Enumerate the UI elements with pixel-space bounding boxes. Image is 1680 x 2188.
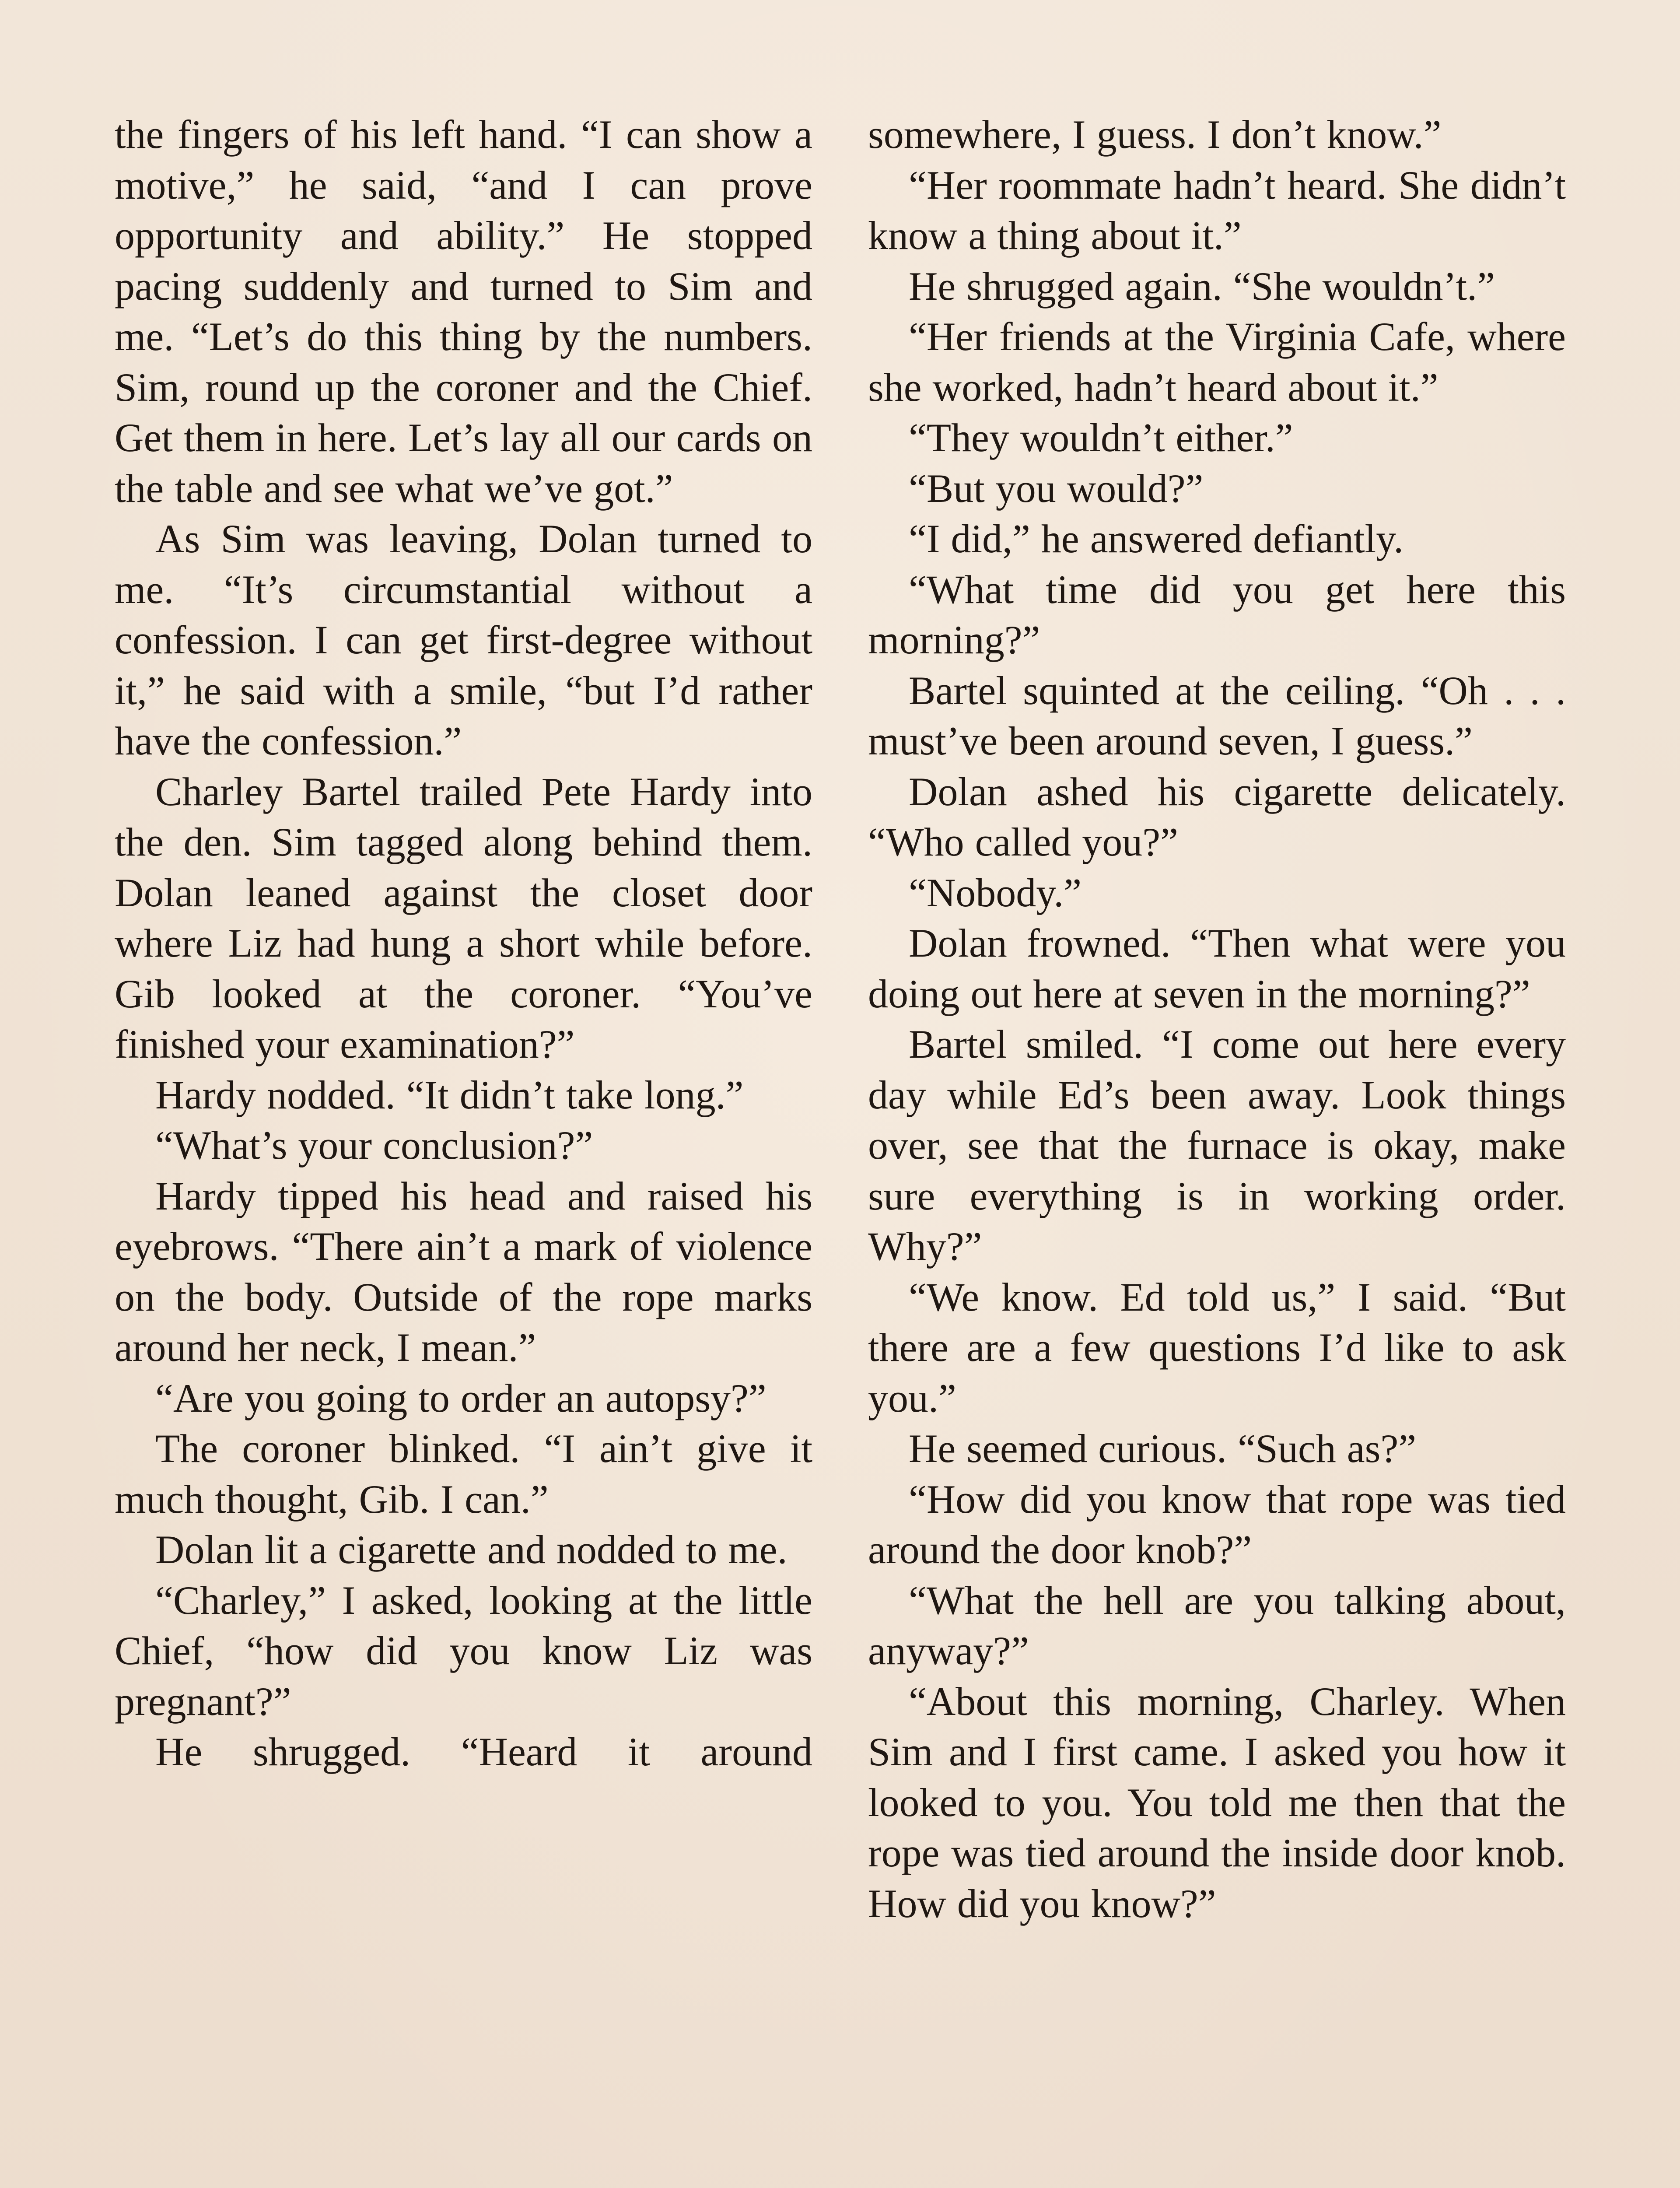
paragraph: “Her friends at the Virginia Cafe, where she worked, hadn’t heard about it.” <box>868 314 1566 410</box>
paragraph: Dolan frowned. “Then what were you doing out here at seven in the morning?” <box>868 921 1566 1016</box>
paragraph: “We know. Ed told us,” I said. “But there are a few questions I’d like to ask you.” <box>868 1274 1566 1420</box>
paragraph: “Are you going to order an autopsy?” <box>155 1375 766 1420</box>
paragraph: “About this morning, Charley. When Sim and I first came. I asked you how it looked to you. You told me then that the rope was tied around the inside door knob. How did you know?” <box>868 1679 1566 1926</box>
paragraph: He seemed curious. “Such as?” <box>909 1426 1417 1471</box>
paragraph: “But you would?” <box>909 466 1204 511</box>
paragraph: The coroner blinked. “I ain’t give it much thought, Gib. I can.” <box>115 1426 812 1522</box>
paragraph: “Nobody.” <box>909 870 1082 915</box>
paragraph: Bartel squinted at the ceiling. “Oh . . . must’ve been around seven, I guess.” <box>868 668 1566 763</box>
paragraph: Bartel smiled. “I come out here every day while Ed’s been away. Look things over, see that the furnace is okay, make sure everything is in working order. Why?” <box>868 1022 1566 1269</box>
paragraph: Dolan lit a cigarette and nodded to me. <box>155 1527 788 1572</box>
paragraph: “I did,” he answered defiantly. <box>909 516 1404 561</box>
paragraph: “They wouldn’t either.” <box>909 415 1293 460</box>
paragraph: Charley Bartel trailed Pete Hardy into the den. Sim tagged along behind them. Dolan leaned against the closet door where Liz had hung a short while before. Gib looked at the coroner. “You’ve finished your examination?” <box>115 769 812 1066</box>
paragraph: “What’s your conclusion?” <box>155 1123 593 1168</box>
paragraph: He shrugged again. “She wouldn’t.” <box>909 263 1495 309</box>
paragraph: Hardy nodded. “It didn’t take long.” <box>155 1072 744 1117</box>
paragraph: Dolan ashed his cigarette delicately. “Who called you?” <box>868 769 1566 864</box>
paragraph: the fingers of his left hand. “I can show a motive,” he said, “and I can prove opportunity and ability.” He stopped pacing suddenly and turned to Sim and me. “Let’s do this thing by the numbers. Sim, round up the coroner and the Chief. Get them in here. Let’s lay all our cards on the table and see what we’ve got.” <box>115 112 812 511</box>
paragraph: As Sim was leaving, Dolan turned to me. “It’s circumstantial without a confession. I can get first-degree without it,” he said with a smile, “but I’d rather have the confession.” <box>115 516 812 763</box>
paragraph: “How did you know that rope was tied around the door knob?” <box>868 1476 1566 1572</box>
paragraph: somewhere, I guess. I don’t know.” <box>868 112 1442 157</box>
paragraph: “What the hell are you talking about, anyway?” <box>868 1578 1566 1673</box>
paragraph: “Her roommate hadn’t heard. She didn’t know a thing about it.” <box>868 162 1566 258</box>
paragraph: “Charley,” I asked, looking at the little Chief, “how did you know Liz was pregnant?” <box>115 1578 812 1724</box>
paragraph: “What time did you get here this morning?” <box>868 567 1566 662</box>
text-column-left <box>115 109 812 1778</box>
paragraph: He shrugged. “Heard it around <box>155 1729 812 1774</box>
text-column-right <box>868 109 1566 1929</box>
paragraph: Hardy tipped his head and raised his eyebrows. “There ain’t a mark of violence on the body. Outside of the rope marks around her neck, I mean.” <box>115 1173 812 1370</box>
